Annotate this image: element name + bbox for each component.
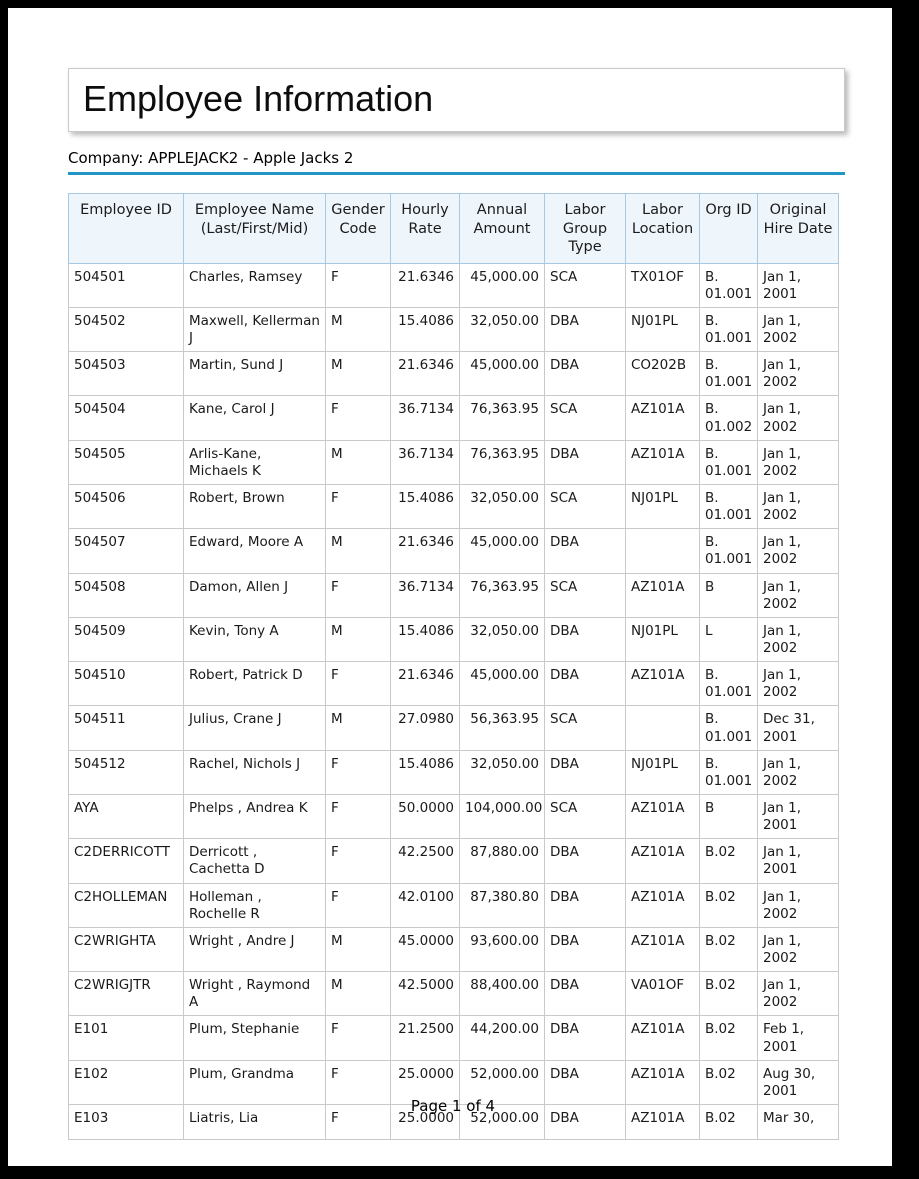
table-cell: Plum, Stephanie	[184, 1016, 326, 1060]
table-cell: AZ101A	[626, 573, 700, 617]
table-cell: Wright , Raymond A	[184, 972, 326, 1016]
column-header: Original Hire Date	[758, 194, 839, 264]
table-cell: E101	[69, 1016, 184, 1060]
table-cell: Martin, Sund J	[184, 352, 326, 396]
table-cell: 504511	[69, 706, 184, 750]
table-cell: 42.5000	[391, 972, 460, 1016]
table-cell: 27.0980	[391, 706, 460, 750]
table-cell: DBA	[545, 1016, 626, 1060]
table-cell: AZ101A	[626, 839, 700, 883]
column-header: Gender Code	[326, 194, 391, 264]
table-cell: F	[326, 750, 391, 794]
report-title-box	[68, 68, 845, 132]
table-cell: DBA	[545, 307, 626, 351]
table-cell: AZ101A	[626, 795, 700, 839]
table-cell: F	[326, 795, 391, 839]
table-row	[69, 1016, 839, 1060]
table-row	[69, 839, 839, 883]
table-cell: SCA	[545, 485, 626, 529]
table-cell: Jan 1, 2002	[758, 352, 839, 396]
table-cell: 504504	[69, 396, 184, 440]
page-title: Employee Information	[83, 78, 434, 119]
table-cell: Robert, Patrick D	[184, 662, 326, 706]
table-cell: B.02	[700, 972, 758, 1016]
table-cell: 25.0000	[391, 1060, 460, 1104]
table-cell: E103	[69, 1104, 184, 1139]
table-cell: L	[700, 617, 758, 661]
table-cell: B. 01.001	[700, 485, 758, 529]
table-cell: B. 01.001	[700, 529, 758, 573]
table-cell: 87,380.80	[460, 883, 545, 927]
table-cell: DBA	[545, 1060, 626, 1104]
table-row	[69, 662, 839, 706]
table-cell	[626, 706, 700, 750]
table-cell: 36.7134	[391, 396, 460, 440]
table-cell: C2WRIGJTR	[69, 972, 184, 1016]
table-cell: M	[326, 529, 391, 573]
table-cell: F	[326, 1060, 391, 1104]
table-cell: AZ101A	[626, 927, 700, 971]
table-cell: 76,363.95	[460, 573, 545, 617]
table-row	[69, 307, 839, 351]
table-cell: DBA	[545, 617, 626, 661]
table-cell: F	[326, 396, 391, 440]
table-cell: DBA	[545, 352, 626, 396]
table-cell: 45,000.00	[460, 263, 545, 307]
table-cell: B.02	[700, 1104, 758, 1139]
table-cell: Robert, Brown	[184, 485, 326, 529]
table-row	[69, 972, 839, 1016]
table-cell: SCA	[545, 795, 626, 839]
table-cell: SCA	[545, 263, 626, 307]
table-cell: AZ101A	[626, 396, 700, 440]
column-header: Employee Name (Last/First/Mid)	[184, 194, 326, 264]
table-cell: Feb 1, 2001	[758, 1016, 839, 1060]
table-cell: Kevin, Tony A	[184, 617, 326, 661]
table-row	[69, 617, 839, 661]
table-cell: 504507	[69, 529, 184, 573]
table-cell: F	[326, 839, 391, 883]
table-cell: 504503	[69, 352, 184, 396]
table-cell: 45,000.00	[460, 352, 545, 396]
table-cell: 504512	[69, 750, 184, 794]
table-cell: Maxwell, Kellerman J	[184, 307, 326, 351]
page-number: Page 1 of 4	[410, 1097, 496, 1115]
table-cell: 42.0100	[391, 883, 460, 927]
table-cell: 21.6346	[391, 352, 460, 396]
table-cell: C2DERRICOTT	[69, 839, 184, 883]
table-cell: 504510	[69, 662, 184, 706]
table-cell: Phelps , Andrea K	[184, 795, 326, 839]
table-cell: 56,363.95	[460, 706, 545, 750]
table-cell: 45,000.00	[460, 529, 545, 573]
column-header: Hourly Rate	[391, 194, 460, 264]
table-cell: Jan 1, 2002	[758, 573, 839, 617]
table-row	[69, 485, 839, 529]
table-cell: 21.6346	[391, 529, 460, 573]
table-cell: Holleman , Rochelle R	[184, 883, 326, 927]
table-cell: B. 01.002	[700, 396, 758, 440]
table-cell: B. 01.001	[700, 750, 758, 794]
table-cell: 504509	[69, 617, 184, 661]
table-cell: DBA	[545, 750, 626, 794]
table-row	[69, 706, 839, 750]
table-cell: Liatris, Lia	[184, 1104, 326, 1139]
table-cell: Edward, Moore A	[184, 529, 326, 573]
table-cell: Rachel, Nichols J	[184, 750, 326, 794]
table-cell: DBA	[545, 529, 626, 573]
table-cell: M	[326, 706, 391, 750]
table-cell: Jan 1, 2001	[758, 839, 839, 883]
table-cell: 504501	[69, 263, 184, 307]
table-cell: B.02	[700, 1060, 758, 1104]
table-cell: DBA	[545, 927, 626, 971]
table-cell: B. 01.001	[700, 307, 758, 351]
table-cell: M	[326, 307, 391, 351]
table-cell: C2WRIGHTA	[69, 927, 184, 971]
column-header: Org ID	[700, 194, 758, 264]
table-cell: Jan 1, 2002	[758, 485, 839, 529]
table-cell: DBA	[545, 1104, 626, 1139]
table-row	[69, 795, 839, 839]
table-cell: VA01OF	[626, 972, 700, 1016]
table-cell: B.02	[700, 1016, 758, 1060]
table-cell: M	[326, 352, 391, 396]
table-cell: 45.0000	[391, 927, 460, 971]
table-cell	[626, 529, 700, 573]
table-cell: Jan 1, 2002	[758, 440, 839, 484]
table-cell: B. 01.001	[700, 662, 758, 706]
table-cell: Wright , Andre J	[184, 927, 326, 971]
table-cell: 32,050.00	[460, 617, 545, 661]
table-cell: B.02	[700, 839, 758, 883]
table-row	[69, 883, 839, 927]
table-row	[69, 263, 839, 307]
table-cell: Derricott , Cachetta D	[184, 839, 326, 883]
table-cell: 25.0000	[391, 1104, 460, 1139]
table-cell: Dec 31, 2001	[758, 706, 839, 750]
table-cell: 32,050.00	[460, 307, 545, 351]
table-cell: B.02	[700, 883, 758, 927]
table-cell: Jan 1, 2001	[758, 795, 839, 839]
table-cell: F	[326, 662, 391, 706]
table-cell: 42.2500	[391, 839, 460, 883]
table-cell: SCA	[545, 706, 626, 750]
company-line: Company: APPLEJACK2 - Apple Jacks 2	[68, 149, 354, 167]
table-cell: 21.6346	[391, 662, 460, 706]
table-cell: AZ101A	[626, 1016, 700, 1060]
table-cell: 32,050.00	[460, 485, 545, 529]
table-cell: Aug 30, 2001	[758, 1060, 839, 1104]
table-cell: Plum, Grandma	[184, 1060, 326, 1104]
table-cell: M	[326, 972, 391, 1016]
table-cell: Mar 30,	[758, 1104, 839, 1139]
table-cell: 88,400.00	[460, 972, 545, 1016]
table-cell: Arlis-Kane, Michaels K	[184, 440, 326, 484]
table-row	[69, 529, 839, 573]
employee-table-header	[69, 194, 839, 264]
table-cell: NJ01PL	[626, 485, 700, 529]
column-header: Annual Amount	[460, 194, 545, 264]
table-cell: F	[326, 263, 391, 307]
table-cell: DBA	[545, 972, 626, 1016]
table-cell: 104,000.00	[460, 795, 545, 839]
table-cell: 50.0000	[391, 795, 460, 839]
table-cell: TX01OF	[626, 263, 700, 307]
table-row	[69, 573, 839, 617]
table-cell: 504506	[69, 485, 184, 529]
table-cell: 504502	[69, 307, 184, 351]
table-cell: 93,600.00	[460, 927, 545, 971]
employee-table-body	[69, 263, 839, 1139]
table-cell: Jan 1, 2002	[758, 972, 839, 1016]
table-cell: DBA	[545, 662, 626, 706]
table-cell: NJ01PL	[626, 617, 700, 661]
accent-rule	[68, 172, 845, 175]
table-cell: Jan 1, 2002	[758, 750, 839, 794]
table-cell: AZ101A	[626, 1104, 700, 1139]
table-cell: Charles, Ramsey	[184, 263, 326, 307]
table-cell: DBA	[545, 839, 626, 883]
table-cell: 21.6346	[391, 263, 460, 307]
column-header: Employee ID	[69, 194, 184, 264]
table-cell: B	[700, 573, 758, 617]
table-cell: M	[326, 440, 391, 484]
report-page	[8, 8, 892, 1166]
table-cell: AZ101A	[626, 662, 700, 706]
table-cell: Jan 1, 2002	[758, 396, 839, 440]
table-cell: Jan 1, 2002	[758, 307, 839, 351]
table-row	[69, 440, 839, 484]
employee-table	[68, 193, 839, 1140]
table-cell: 504505	[69, 440, 184, 484]
table-cell: AYA	[69, 795, 184, 839]
table-cell: B	[700, 795, 758, 839]
table-cell: 52,000.00	[460, 1104, 545, 1139]
table-cell: 504508	[69, 573, 184, 617]
table-cell: 15.4086	[391, 617, 460, 661]
table-cell: M	[326, 927, 391, 971]
table-cell: E102	[69, 1060, 184, 1104]
header-row	[69, 194, 839, 264]
table-row	[69, 352, 839, 396]
table-cell: 45,000.00	[460, 662, 545, 706]
table-cell: DBA	[545, 883, 626, 927]
table-cell: Jan 1, 2002	[758, 883, 839, 927]
table-cell: Julius, Crane J	[184, 706, 326, 750]
table-cell: Jan 1, 2002	[758, 662, 839, 706]
table-cell: B.02	[700, 927, 758, 971]
table-cell: NJ01PL	[626, 307, 700, 351]
table-cell: AZ101A	[626, 440, 700, 484]
table-cell: 21.2500	[391, 1016, 460, 1060]
table-cell: B. 01.001	[700, 263, 758, 307]
table-cell: 44,200.00	[460, 1016, 545, 1060]
table-cell: 36.7134	[391, 573, 460, 617]
table-cell: F	[326, 1104, 391, 1139]
table-cell: 76,363.95	[460, 396, 545, 440]
table-cell: M	[326, 617, 391, 661]
column-header: Labor Location	[626, 194, 700, 264]
column-header: Labor Group Type	[545, 194, 626, 264]
table-cell: CO202B	[626, 352, 700, 396]
table-cell: AZ101A	[626, 1060, 700, 1104]
table-cell: 36.7134	[391, 440, 460, 484]
table-cell: B. 01.001	[700, 706, 758, 750]
table-cell: Damon, Allen J	[184, 573, 326, 617]
table-row	[69, 927, 839, 971]
table-cell: F	[326, 883, 391, 927]
table-cell: AZ101A	[626, 883, 700, 927]
table-cell: 76,363.95	[460, 440, 545, 484]
table-row	[69, 396, 839, 440]
table-cell: B. 01.001	[700, 352, 758, 396]
table-cell: SCA	[545, 573, 626, 617]
table-cell: Kane, Carol J	[184, 396, 326, 440]
table-row	[69, 750, 839, 794]
table-cell: SCA	[545, 396, 626, 440]
table-cell: Jan 1, 2002	[758, 529, 839, 573]
table-cell: NJ01PL	[626, 750, 700, 794]
table-cell: 15.4086	[391, 307, 460, 351]
table-cell: 87,880.00	[460, 839, 545, 883]
table-cell: F	[326, 1016, 391, 1060]
table-cell: Jan 1, 2002	[758, 617, 839, 661]
table-cell: DBA	[545, 440, 626, 484]
table-cell: Jan 1, 2001	[758, 263, 839, 307]
table-cell: C2HOLLEMAN	[69, 883, 184, 927]
table-cell: F	[326, 573, 391, 617]
table-cell: B. 01.001	[700, 440, 758, 484]
table-cell: F	[326, 485, 391, 529]
table-cell: Jan 1, 2002	[758, 927, 839, 971]
table-cell: 52,000.00	[460, 1060, 545, 1104]
table-cell: 15.4086	[391, 485, 460, 529]
table-cell: 15.4086	[391, 750, 460, 794]
table-cell: 32,050.00	[460, 750, 545, 794]
